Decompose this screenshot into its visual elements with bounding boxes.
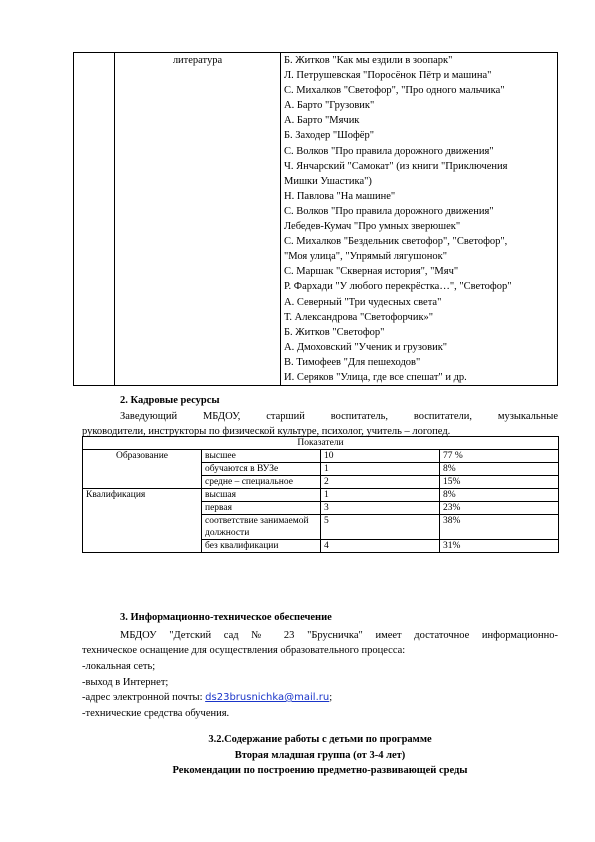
tech-paragraph xyxy=(82,628,558,658)
list-item xyxy=(82,690,332,706)
count-cell: 1 xyxy=(321,489,440,502)
book-line: С. Волков "Про правила дорожного движения" xyxy=(284,145,494,157)
level-cell: обучаются в ВУЗе xyxy=(202,463,321,476)
book-line: И. Серяков "Улица, где все спешат" и др. xyxy=(284,371,467,383)
level-cell: без квалификации xyxy=(202,540,321,553)
percent-cell: 38% xyxy=(440,515,559,540)
category-label: Квалификация xyxy=(83,489,202,553)
paragraph-line: руководители, инструкторы по физической культуре, психолог, учитель – логопед. xyxy=(82,426,451,437)
paragraph-line: техническое оснащение для осуществления образовательного процесса: xyxy=(82,645,406,656)
table-row xyxy=(83,437,559,450)
book-line: А. Северный "Три чудесных света" xyxy=(284,296,442,308)
book-line: Мишки Ушастика") xyxy=(284,175,372,187)
count-cell: 5 xyxy=(321,515,440,540)
book-line: Н. Павлова "На машине" xyxy=(284,190,396,202)
book-line: Т. Александрова "Светофорчик»" xyxy=(284,311,434,323)
section-heading-tech: 3. Информационно-техническое обеспечение xyxy=(120,612,332,623)
count-cell: 1 xyxy=(321,463,440,476)
book-line: С. Михалков "Светофор", "Про одного мальчика" xyxy=(284,85,505,97)
section-title-line: 3.2.Содержание работы с детьми по программе xyxy=(208,734,432,745)
book-line: С. Михалков "Бездельник светофор", "Светофор", xyxy=(284,236,508,248)
category-cell: литература xyxy=(115,53,281,386)
email-link[interactable]: ds23brusnichka@mail.ru xyxy=(205,692,330,703)
book-line: С. Волков "Про правила дорожного движения" xyxy=(284,205,494,217)
book-line: В. Тимофеев "Для пешеходов" xyxy=(284,356,421,368)
percent-cell: 23% xyxy=(440,502,559,515)
book-line: С. Маршак "Скверная история", "Мяч" xyxy=(284,266,459,278)
count-cell: 4 xyxy=(321,540,440,553)
level-cell: первая xyxy=(202,502,321,515)
section-heading-staff: 2. Кадровые ресурсы xyxy=(120,395,220,406)
book-line: А. Дмоховский "Ученик и грузовик" xyxy=(284,341,448,353)
book-line: Р. Фархади "У любого перекрёстка…", "Светофор" xyxy=(284,281,512,293)
empty-cell xyxy=(74,53,115,386)
book-line: "Моя улица", "Упрямый лягушонок" xyxy=(284,251,447,263)
tech-list xyxy=(82,659,332,721)
book-line: А. Барто "Мячик xyxy=(284,115,360,127)
books-cell xyxy=(281,53,558,386)
count-cell: 10 xyxy=(321,450,440,463)
staff-paragraph xyxy=(82,409,558,439)
section-title xyxy=(82,732,558,779)
book-line: Б. Заходер "Шофёр" xyxy=(284,130,375,142)
count-cell: 2 xyxy=(321,476,440,489)
email-label: -адрес электронной почты: xyxy=(82,692,206,703)
paragraph-line: МБДОУ "Детский сад № 23 "Брусничка" имеет достаточное информационно- xyxy=(120,630,558,641)
percent-cell: 31% xyxy=(440,540,559,553)
table-row xyxy=(74,53,558,386)
book-line: Ч. Янчарский "Самокат" (из книги "Приключения xyxy=(284,160,508,172)
level-cell: соответствие занимаемой должности xyxy=(202,515,321,540)
level-cell: средне – специальное xyxy=(202,476,321,489)
table-header: Показатели xyxy=(83,437,559,450)
section-subtitle: Вторая младшая группа (от 3-4 лет) xyxy=(234,749,406,761)
section-subtitle: Рекомендации по построению предметно-развивающей среды xyxy=(172,765,468,776)
percent-cell: 15% xyxy=(440,476,559,489)
table-row xyxy=(83,450,559,463)
list-item: -локальная сеть; xyxy=(82,661,156,672)
book-line: Л. Петрушевская "Поросёнок Пётр и машина" xyxy=(284,70,492,82)
list-item: -технические средства обучения. xyxy=(82,707,230,719)
list-item: -выход в Интернет; xyxy=(82,676,169,688)
literature-table xyxy=(73,52,558,386)
staff-table xyxy=(82,436,559,553)
book-line: Б. Житков "Как мы ездили в зоопарк" xyxy=(284,55,453,66)
book-line: Б. Житков "Светофор" xyxy=(284,326,385,338)
count-cell: 3 xyxy=(321,502,440,515)
table-row xyxy=(83,489,559,502)
percent-cell: 77 % xyxy=(440,450,559,463)
paragraph-line: Заведующий МБДОУ, старший воспитатель, воспитатели, музыкальные xyxy=(120,411,558,422)
level-cell: высшее xyxy=(202,450,321,463)
category-label: Образование xyxy=(83,450,202,489)
email-suffix: ; xyxy=(329,692,333,703)
book-line: Лебедев-Кумач "Про умных зверюшек" xyxy=(284,221,461,233)
book-line: А. Барто "Грузовик" xyxy=(284,100,375,112)
level-cell: высшая xyxy=(202,489,321,502)
percent-cell: 8% xyxy=(440,489,559,502)
percent-cell: 8% xyxy=(440,463,559,476)
